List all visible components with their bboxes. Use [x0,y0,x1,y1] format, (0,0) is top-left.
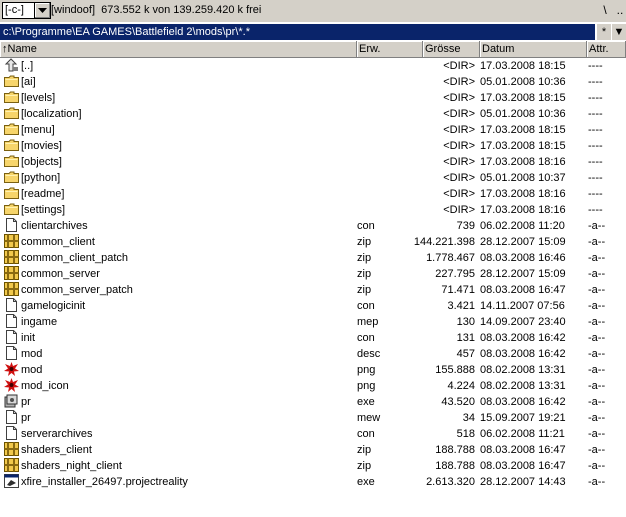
file-attr: -a-- [588,220,606,232]
file-row[interactable] [0,186,615,202]
file-name: clientarchives [21,220,88,232]
root-dir-button[interactable]: \ [603,3,607,17]
file-name: [levels] [21,92,56,104]
file-date: 05.01.2008 10:37 [480,172,566,184]
file-icon [4,314,19,328]
file-date: 06.02.2008 11:20 [480,220,565,232]
file-date: 08.03.2008 16:42 [480,332,566,344]
file-row[interactable] [0,314,615,330]
file-size: <DIR> [443,124,475,136]
column-name[interactable]: ↑Name [0,41,357,57]
file-attr: -a-- [588,364,606,376]
file-row[interactable] [0,218,615,234]
folder-icon [4,90,19,104]
file-size: 4.224 [447,380,475,392]
file-row[interactable] [0,394,615,410]
image-file-icon [4,378,19,392]
file-row[interactable] [0,458,615,474]
file-ext: con [357,428,375,440]
file-row[interactable] [0,138,615,154]
file-ext: mew [357,412,381,424]
file-row[interactable] [0,330,615,346]
file-date: 17.03.2008 18:15 [480,60,566,72]
folder-icon [4,186,19,200]
file-date: 08.02.2008 13:31 [480,364,566,376]
file-row[interactable] [0,250,615,266]
file-row[interactable] [0,346,615,362]
file-size: 188.788 [435,444,475,456]
file-size: 71.471 [441,284,475,296]
file-date: 08.03.2008 16:42 [480,348,566,360]
file-attr: -a-- [588,348,606,360]
zip-archive-icon [4,234,19,248]
file-date: 06.02.2008 11:21 [480,428,565,440]
file-date: 08.03.2008 16:46 [480,252,566,264]
file-date: 28.12.2007 14:43 [480,476,566,488]
file-row[interactable] [0,426,615,442]
file-name: [localization] [21,108,82,120]
file-attr: -a-- [588,476,606,488]
file-name: shaders_night_client [21,460,122,472]
file-row[interactable] [0,202,615,218]
file-date: 15.09.2007 19:21 [480,412,566,424]
file-name: pr [21,412,31,424]
file-ext: con [357,300,375,312]
file-name: shaders_client [21,444,92,456]
file-attr: ---- [588,92,603,104]
file-row[interactable] [0,442,615,458]
zip-archive-icon [4,250,19,264]
file-date: 17.03.2008 18:15 [480,140,566,152]
file-attr: ---- [588,60,603,72]
drive-free-space: [windoof] 673.552 k von 139.259.420 k frei [51,4,262,16]
file-attr: ---- [588,76,603,88]
file-icon [4,410,19,424]
parent-dir-button[interactable]: .. [616,3,624,17]
file-name: mod_icon [21,380,69,392]
file-ext: png [357,364,376,376]
file-date: 28.12.2007 15:09 [480,268,566,280]
drive-label[interactable]: [-c-] [2,2,35,19]
file-attr: -a-- [588,428,606,440]
file-ext: zip [357,236,372,248]
file-icon [4,218,19,232]
file-ext: zip [357,268,372,280]
file-row[interactable] [0,154,615,170]
file-icon [4,330,19,344]
file-date: 28.12.2007 15:09 [480,236,566,248]
drive-toolbar [0,0,626,22]
file-attr: ---- [588,140,603,152]
file-size: 144.221.398 [413,236,475,248]
parent-dir-icon [4,58,19,72]
file-attr: -a-- [588,300,606,312]
file-ext: mep [357,316,379,328]
file-size: 739 [456,220,475,232]
file-row[interactable] [0,122,615,138]
file-name: common_client [21,236,95,248]
file-size: <DIR> [443,92,475,104]
file-date: 14.09.2007 23:40 [480,316,566,328]
file-name: common_server_patch [21,284,133,296]
chevron-down-icon[interactable] [35,2,51,19]
file-size: 2.613.320 [426,476,475,488]
file-date: 08.03.2008 16:47 [480,460,566,472]
file-attr: -a-- [588,316,606,328]
file-name: [objects] [21,156,62,168]
file-attr: -a-- [588,284,606,296]
column-ext[interactable]: Erw. [357,41,423,57]
column-size[interactable]: Grösse [423,41,480,57]
file-size: 3.421 [447,300,475,312]
file-attr: -a-- [588,412,606,424]
file-size: <DIR> [443,188,475,200]
folder-icon [4,74,19,88]
file-row[interactable] [0,298,615,314]
file-date: 17.03.2008 18:16 [480,188,566,200]
file-ext: zip [357,284,372,296]
file-date: 08.02.2008 13:31 [480,380,566,392]
zip-archive-icon [4,266,19,280]
file-row[interactable] [0,362,615,378]
file-date: 14.11.2007 07:56 [480,300,565,312]
file-ext: png [357,380,376,392]
file-name: [ai] [21,76,36,88]
file-row[interactable] [0,170,615,186]
installer-icon [4,474,19,488]
file-date: 17.03.2008 18:16 [480,156,566,168]
file-size: <DIR> [443,60,475,72]
file-ext: zip [357,252,372,264]
file-size: 227.795 [435,268,475,280]
file-attr: -a-- [588,444,606,456]
file-size: 1.778.467 [426,252,475,264]
file-size: 43.520 [441,396,475,408]
zip-archive-icon [4,458,19,472]
column-attr[interactable]: Attr. [587,41,626,57]
filter-button[interactable]: * [597,24,611,40]
file-ext: con [357,220,375,232]
file-row[interactable] [0,410,615,426]
file-size: 130 [456,316,475,328]
file-name: common_client_patch [21,252,129,264]
file-attr: -a-- [588,252,606,264]
file-row[interactable] [0,106,615,122]
path-bar [0,24,626,40]
file-date: 08.03.2008 16:42 [480,396,566,408]
file-size: <DIR> [443,204,475,216]
file-icon [4,426,19,440]
file-size: <DIR> [443,172,475,184]
file-row[interactable] [0,282,615,298]
file-size: 518 [456,428,475,440]
file-attr: ---- [588,156,603,168]
scrollbar-area[interactable] [615,58,626,517]
file-attr: ---- [588,188,603,200]
file-date: 08.03.2008 16:47 [480,444,566,456]
folder-icon [4,138,19,152]
file-name: gamelogicinit [21,300,86,312]
file-name: pr [21,396,31,408]
file-attr: -a-- [588,268,606,280]
file-size: 34 [462,412,475,424]
file-name: xfire_installer_26497.projectreality [21,476,188,488]
file-attr: -a-- [588,236,606,248]
file-icon [4,298,19,312]
file-name: mod [21,348,43,360]
history-dropdown-button[interactable]: ▼ [613,26,625,38]
column-date[interactable]: Datum [480,41,587,57]
file-size: 188.788 [435,460,475,472]
executable-icon [4,394,19,408]
file-row[interactable] [0,266,615,282]
zip-archive-icon [4,282,19,296]
current-path[interactable]: c:\Programme\EA GAMES\Battlefield 2\mods\pr\*.* [0,24,595,40]
file-attr: ---- [588,172,603,184]
file-name: ingame [21,316,58,328]
file-ext: con [357,332,375,344]
file-date: 17.03.2008 18:15 [480,124,566,136]
file-attr: ---- [588,108,603,120]
file-name: [movies] [21,140,62,152]
file-icon [4,346,19,360]
file-ext: exe [357,396,375,408]
file-name: [settings] [21,204,66,216]
file-attr: -a-- [588,380,606,392]
file-ext: desc [357,348,381,360]
file-date: 05.01.2008 10:36 [480,76,566,88]
image-file-icon [4,362,19,376]
file-name: mod [21,364,43,376]
drive-selector[interactable] [2,2,51,19]
file-size: <DIR> [443,156,475,168]
folder-icon [4,122,19,136]
file-attr: ---- [588,124,603,136]
column-header [0,41,626,58]
file-ext: zip [357,444,372,456]
file-size: <DIR> [443,140,475,152]
file-name: [readme] [21,188,65,200]
file-ext: exe [357,476,375,488]
file-list [0,58,615,490]
file-date: 05.01.2008 10:36 [480,108,566,120]
file-row[interactable] [0,90,615,106]
folder-icon [4,202,19,216]
file-name: serverarchives [21,428,93,440]
file-row[interactable] [0,378,615,394]
file-size: 457 [456,348,475,360]
file-row[interactable] [0,474,615,490]
file-ext: zip [357,460,372,472]
zip-archive-icon [4,442,19,456]
file-date: 17.03.2008 18:15 [480,92,566,104]
file-size: <DIR> [443,108,475,120]
file-row[interactable] [0,58,615,74]
file-row[interactable] [0,74,615,90]
folder-icon [4,154,19,168]
file-date: 08.03.2008 16:47 [480,284,566,296]
folder-icon [4,106,19,120]
file-attr: -a-- [588,396,606,408]
file-attr: ---- [588,204,603,216]
file-size: 155.888 [435,364,475,376]
file-name: [python] [21,172,61,184]
file-name: common_server [21,268,100,280]
file-date: 17.03.2008 18:16 [480,204,566,216]
file-name: [menu] [21,124,55,136]
file-name: [..] [21,60,34,72]
file-attr: -a-- [588,332,606,344]
file-attr: -a-- [588,460,606,472]
file-row[interactable] [0,234,615,250]
folder-icon [4,170,19,184]
file-size: 131 [456,332,475,344]
file-size: <DIR> [443,76,475,88]
file-name: init [21,332,36,344]
